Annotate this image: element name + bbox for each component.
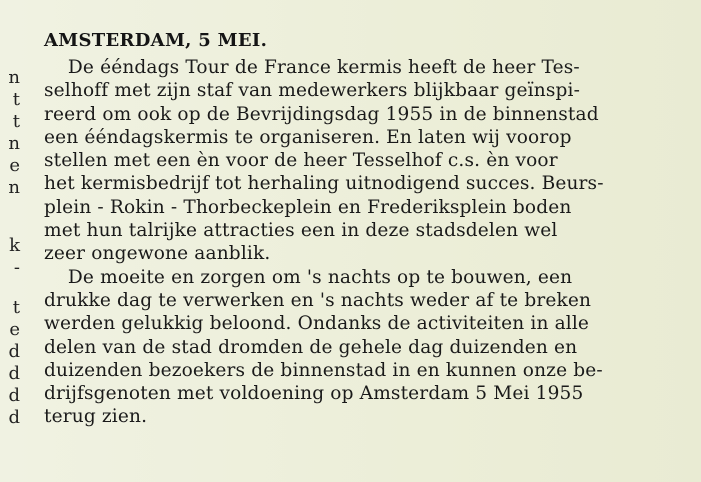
text-line: terug zien. xyxy=(44,406,148,428)
text-line: De moeite en zorgen om 's nachts op te bouwen, een xyxy=(67,266,573,288)
margin-fragment: d xyxy=(8,385,20,406)
text-line: De ééndags Tour de France kermis heeft de heer Tes- xyxy=(67,57,580,78)
margin-fragment: n xyxy=(8,67,20,88)
text-line: een ééndagskermis te organiseren. En laten wij voorop xyxy=(44,126,572,148)
paragraph-2 xyxy=(44,266,694,429)
margin-fragment: n xyxy=(8,133,20,154)
margin-fragment: n xyxy=(8,177,20,198)
margin-fragment: d xyxy=(8,407,20,428)
paragraph-1 xyxy=(44,56,694,266)
margin-fragment: d xyxy=(8,341,20,362)
margin-fragment: t xyxy=(12,89,20,110)
text-line: selhoff met zijn staf van medewerkers blijkbaar geïnspi- xyxy=(44,80,581,102)
text-line: reerd om ook op de Bevrijdingsdag 1955 in de binnenstad xyxy=(44,103,599,125)
text-line: drijfsgenoten met voldoening op Amsterdam 5 Mei 1955 xyxy=(44,383,584,405)
margin-fragment: e xyxy=(9,155,20,176)
margin-fragment: t xyxy=(12,297,20,318)
margin-fragment: t xyxy=(12,111,20,132)
text-line: delen van de stad dromden de gehele dag duizenden en xyxy=(44,336,578,358)
article xyxy=(44,28,694,429)
text-line: drukke dag te verwerken en 's nachts weder af te breken xyxy=(44,289,592,311)
text-line: plein - Rokin - Thorbeckeplein en Frederiksplein boden xyxy=(44,196,572,218)
margin-fragment: - xyxy=(13,257,20,278)
margin-fragment: k xyxy=(9,235,20,256)
text-line: het kermisbedrijf tot herhaling uitnodigend succes. Beurs- xyxy=(44,173,604,195)
margin-fragment: e xyxy=(9,319,20,340)
article-headline: AMSTERDAM, 5 MEI. xyxy=(44,30,268,51)
margin-fragment: d xyxy=(8,363,20,384)
adjacent-column-fragments xyxy=(0,62,24,462)
text-line: werden gelukkig beloond. Ondanks de activiteiten in alle xyxy=(44,313,590,335)
text-line: stellen met een èn voor de heer Tesselhof c.s. èn voor xyxy=(44,150,558,172)
text-line: met hun talrijke attracties een in deze stadsdelen wel xyxy=(44,220,558,242)
text-line: zeer ongewone aanblik. xyxy=(44,243,271,265)
text-line: duizenden bezoekers de binnenstad in en kunnen onze be- xyxy=(44,359,603,381)
